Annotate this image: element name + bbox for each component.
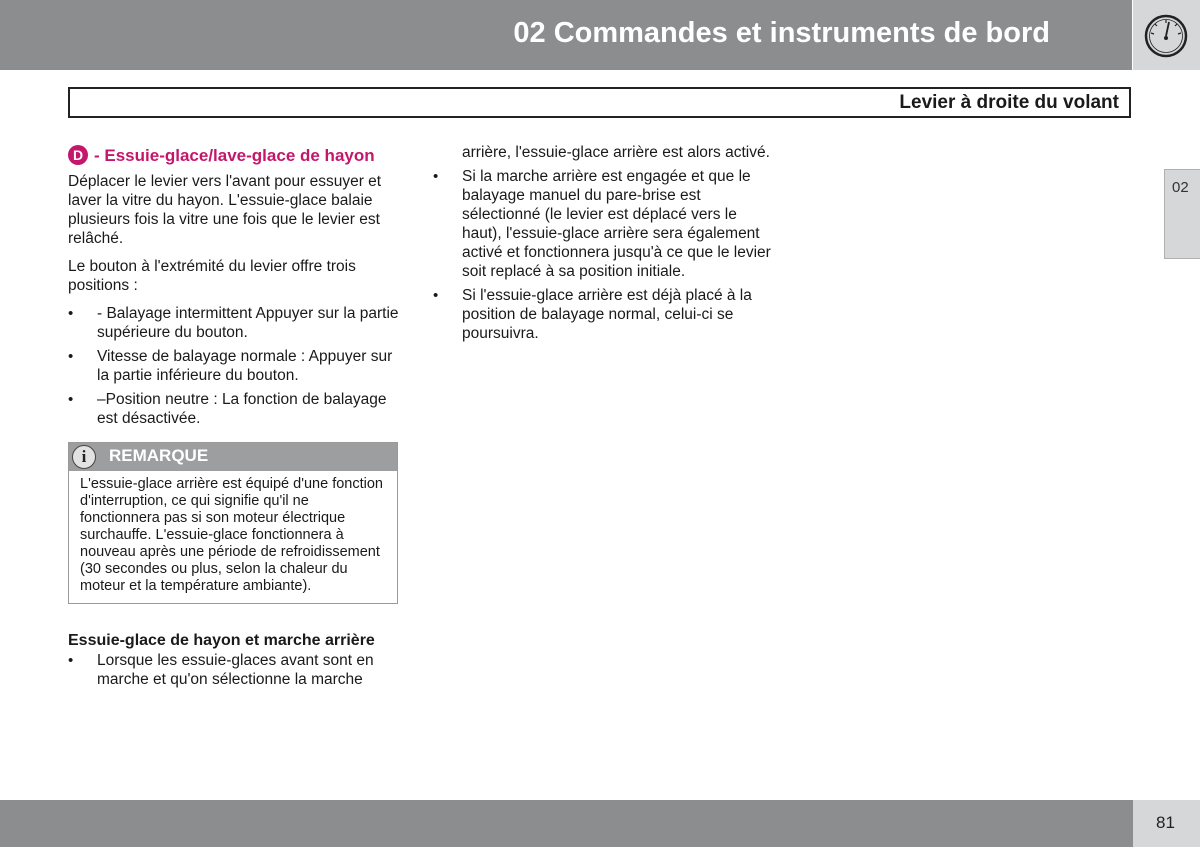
section-title-text: - Essuie-glace/lave-glace de hayon	[94, 145, 375, 165]
list-item: • Vitesse de balayage normale : Appuyer sur la partie inférieure du bouton.	[68, 347, 400, 385]
section-badge: D	[68, 145, 88, 165]
list-item: • - Balayage intermittent Appuyer sur la partie supérieure du bouton.	[68, 304, 400, 342]
reverse-list-continued	[433, 167, 773, 343]
remarque-header	[69, 443, 397, 471]
footer-bar	[0, 800, 1200, 847]
list-item: • –Position neutre : La fonction de balayage est désactivée.	[68, 390, 400, 428]
list-item: • Si la marche arrière est engagée et que le balayage manuel du pare-brise est sélectionné (le levier est déplacé vers le haut), l'essuie-glace arrière sera également activé et fonctionnera jusqu'à ce que le levier soit replacé à sa position initiale.	[433, 167, 773, 281]
positions-list	[68, 304, 400, 428]
right-column	[433, 143, 773, 348]
page-number: 81	[1156, 813, 1175, 832]
section-title	[68, 143, 400, 167]
chapter-icon-box	[1133, 0, 1200, 70]
chapter-title: 02 Commandes et instruments de bord	[513, 17, 1050, 49]
paragraph: Déplacer le levier vers l'avant pour essuyer et laver la vitre du hayon. L'essuie-glace balaie plusieurs fois la vitre une fois que le levier est relâché.	[68, 173, 382, 247]
paragraph: Le bouton à l'extrémité du levier offre trois positions :	[68, 258, 356, 294]
chapter-side-tab-label: 02	[1172, 179, 1189, 196]
reverse-list	[68, 651, 400, 689]
list-item: • Si l'essuie-glace arrière est déjà placé à la position de balayage normal, celui-ci se poursuivra.	[433, 286, 773, 343]
header-bar	[0, 0, 1132, 70]
list-item-continuation: arrière, l'essuie-glace arrière est alors activé.	[462, 144, 770, 161]
speedometer-icon	[1143, 13, 1189, 59]
info-icon: i	[72, 445, 96, 469]
section-header-title: Levier à droite du volant	[899, 92, 1119, 113]
remarque-text: L'essuie-glace arrière est équipé d'une fonction d'interruption, ce qui signifie qu'il ne fonctionnera pas si son moteur électrique surchauffe. L'essuie-glace fonctionnera à nouveau après une période de refroidissement (30 secondes ou plus, selon la chaleur du moteur et la température ambiante).	[80, 476, 383, 594]
remarque-note-box	[68, 442, 398, 604]
chapter-side-tab	[1164, 169, 1200, 259]
subsection-title: Essuie-glace de hayon et marche arrière	[68, 632, 375, 649]
page-number-box	[1133, 800, 1200, 847]
left-column	[68, 143, 400, 694]
section-header-box	[68, 87, 1131, 118]
remarque-label: REMARQUE	[109, 446, 209, 465]
list-item: • Lorsque les essuie-glaces avant sont en marche et qu'on sélectionne la marche	[68, 651, 400, 689]
